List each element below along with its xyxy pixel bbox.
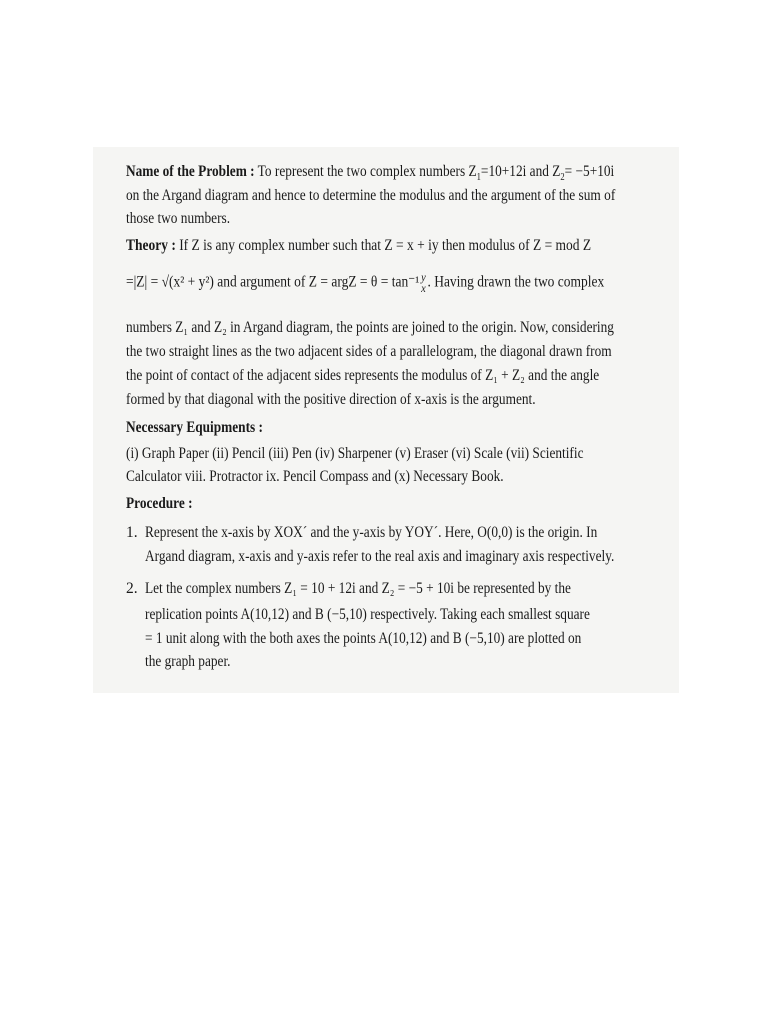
theory-line-6: formed by that diagonal with the positive direction of x-axis is the argument. [126,391,536,408]
theory-line-3: numbers Z₁ and Z₂ in Argand diagram, the points are joined to the origin. Now, considering [126,319,614,336]
problem-line-2: on the Argand diagram and hence to determine the modulus and the argument of the sum of [126,187,616,204]
equipment-line-2: Calculator viii. Protractor ix. Pencil Compass and (x) Necessary Book. [126,468,504,485]
step-2-line-1: Let the complex numbers Z₁ = 10 + 12i and Z₂ = −5 + 10i be represented by the [145,580,571,597]
theory-line-5: the point of contact of the adjacent sides represents the modulus of Z₁ + Z₂ and the angle [126,367,600,384]
step-2-line-3: = 1 unit along with the both axes the points A(10,12) and B (−5,10) are plotted on [145,630,582,647]
problem-label: Name of the Problem : [126,163,255,180]
step-2-number: 2. [126,580,138,597]
theory-label: Theory : [126,237,176,254]
theory-line-1: Theory : If Z is any complex number such that Z = x + iy then modulus of Z = mod Z [126,237,592,254]
procedure-label: Procedure : [126,495,193,512]
problem-line-3: those two numbers. [126,210,231,227]
equipment-line-1: (i) Graph Paper (ii) Pencil (iii) Pen (iv) Sharpener (v) Eraser (vi) Scale (vii) Scientific [126,445,584,462]
step-2-line-2: replication points A(10,12) and B (−5,10) respectively. Taking each smallest square [145,606,590,623]
y-over-x-fraction: y x [421,270,426,295]
step-1-line-2: Argand diagram, x-axis and y-axis refer to the real axis and imaginary axis respectively. [145,548,615,565]
step-1-line-1: Represent the x-axis by XOX´ and the y-axis by YOY´. Here, O(0,0) is the origin. In [145,524,598,541]
step-1-number: 1. [126,524,138,541]
equipment-label: Necessary Equipments : [126,419,264,436]
problem-line-1: Name of the Problem : To represent the two complex numbers $Z_1=10+12i$ and $Z_2= -5+10i$ [126,163,615,184]
theory-line-2: =|Z| = √(x² + y²) and argument of Z = argZ = θ = tan⁻¹ y x . Having drawn the two complex [126,270,605,295]
step-2-line-4: the graph paper. [145,653,231,670]
theory-line-4: the two straight lines as the two adjacent sides of a parallelogram, the diagonal drawn from [126,343,612,360]
